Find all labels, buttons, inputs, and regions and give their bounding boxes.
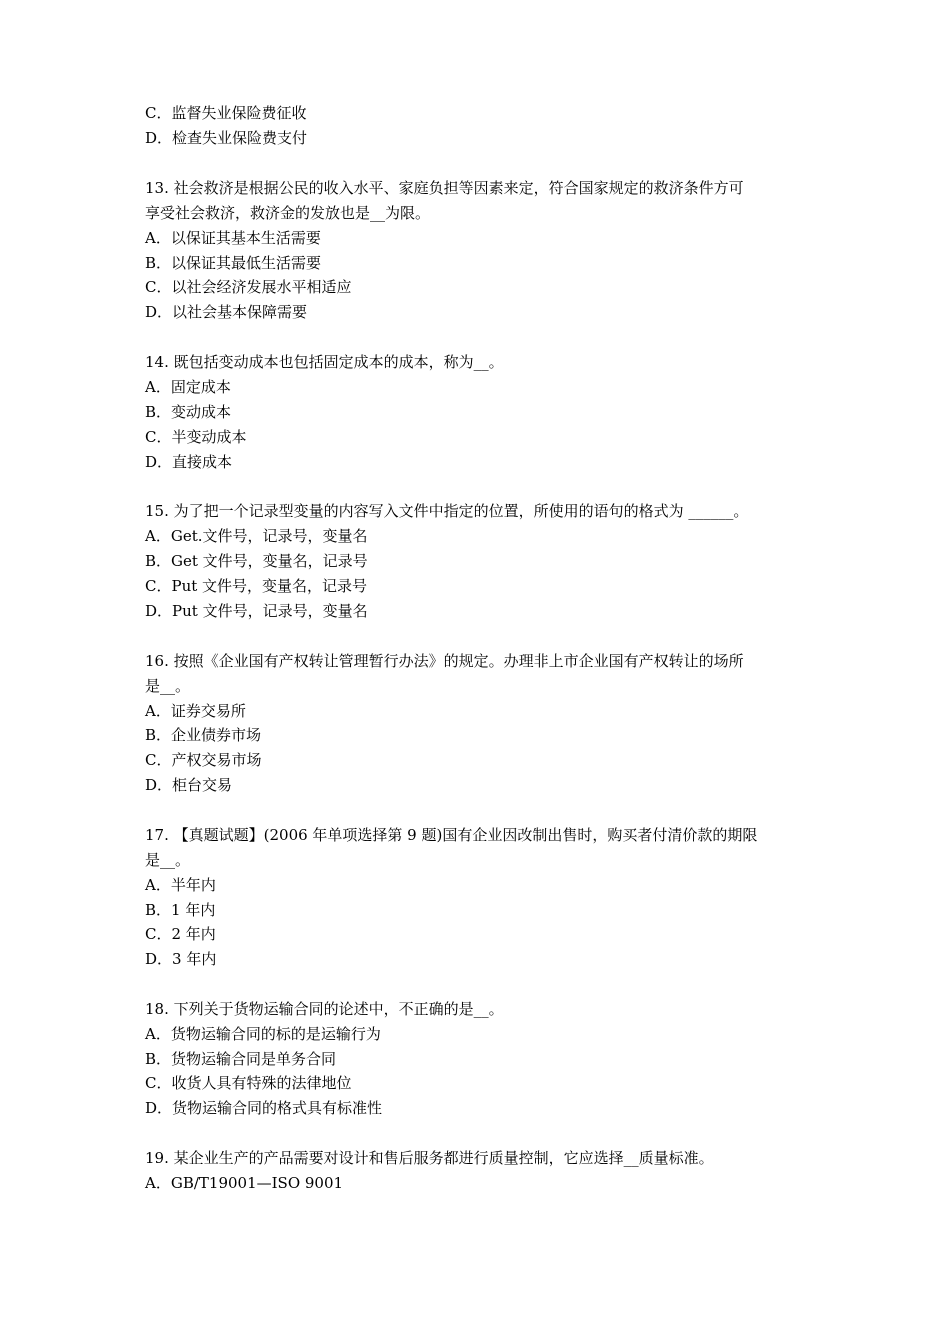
question-19-text: 19. 某企业生产的产品需要对设计和售后服务都进行质量控制，它应选择__质量标准。 <box>145 1149 714 1167</box>
question-18-text: 18. 下列关于货物运输合同的论述中，不正确的是__。 <box>145 1000 504 1018</box>
option-text: B．企业债券市场 <box>145 726 262 744</box>
option-text: A．货物运输合同的标的是运输行为 <box>145 1025 381 1043</box>
question-14-text: 14. 既包括变动成本也包括固定成本的成本，称为__。 <box>145 353 504 371</box>
question-17-text: 17. 【真题试题】(2006 年单项选择第 9 题)国有企业因改制出售时，购买者付清价款的期限 <box>145 826 758 844</box>
option-text: C．产权交易市场 <box>145 751 262 769</box>
option-text: D．以社会基本保障需要 <box>145 303 308 321</box>
option-text: C．监督失业保险费征收 <box>145 104 307 122</box>
option-text: B．货物运输合同是单务合同 <box>145 1050 337 1068</box>
option-text: B．1 年内 <box>145 901 216 919</box>
option-text: D．柜台交易 <box>145 776 233 794</box>
option-text: A．固定成本 <box>145 378 231 396</box>
option-text: A．Get.文件号，记录号，变量名 <box>145 527 368 545</box>
option-text: D．Put 文件号，记录号，变量名 <box>145 602 368 620</box>
option-text: B．变动成本 <box>145 403 232 421</box>
option-text: C．半变动成本 <box>145 428 247 446</box>
option-text: B．以保证其最低生活需要 <box>145 254 322 272</box>
option-text: D．检查失业保险费支付 <box>145 129 308 147</box>
option-text: D．3 年内 <box>145 950 217 968</box>
option-text: C．Put 文件号，变量名，记录号 <box>145 577 368 595</box>
option-text: C．以社会经济发展水平相适应 <box>145 278 352 296</box>
question-16-text: 16. 按照《企业国有产权转让管理暂行办法》的规定。办理非上市企业国有产权转让的场所 <box>145 652 744 670</box>
question-17-text-cont: 是__。 <box>145 851 191 869</box>
option-text: A．GB/T19001—ISO 9001 <box>145 1174 344 1192</box>
option-text: D．货物运输合同的格式具有标准性 <box>145 1099 383 1117</box>
option-text: A．以保证其基本生活需要 <box>145 229 321 247</box>
option-text: C．2 年内 <box>145 925 216 943</box>
option-text: A．证券交易所 <box>145 702 246 720</box>
question-13-text-cont: 享受社会救济，救济金的发放也是__为限。 <box>145 204 431 222</box>
option-text: D．直接成本 <box>145 453 233 471</box>
question-15-text: 15. 为了把一个记录型变量的内容写入文件中指定的位置，所使用的语句的格式为 ______。 <box>145 502 749 520</box>
option-text: B．Get 文件号，变量名，记录号 <box>145 552 368 570</box>
question-13-text: 13. 社会救济是根据公民的收入水平、家庭负担等因素来定，符合国家规定的救济条件方可 <box>145 179 744 197</box>
question-16-text-cont: 是__。 <box>145 677 191 695</box>
option-text: C．收货人具有特殊的法律地位 <box>145 1074 352 1092</box>
option-text: A．半年内 <box>145 876 216 894</box>
